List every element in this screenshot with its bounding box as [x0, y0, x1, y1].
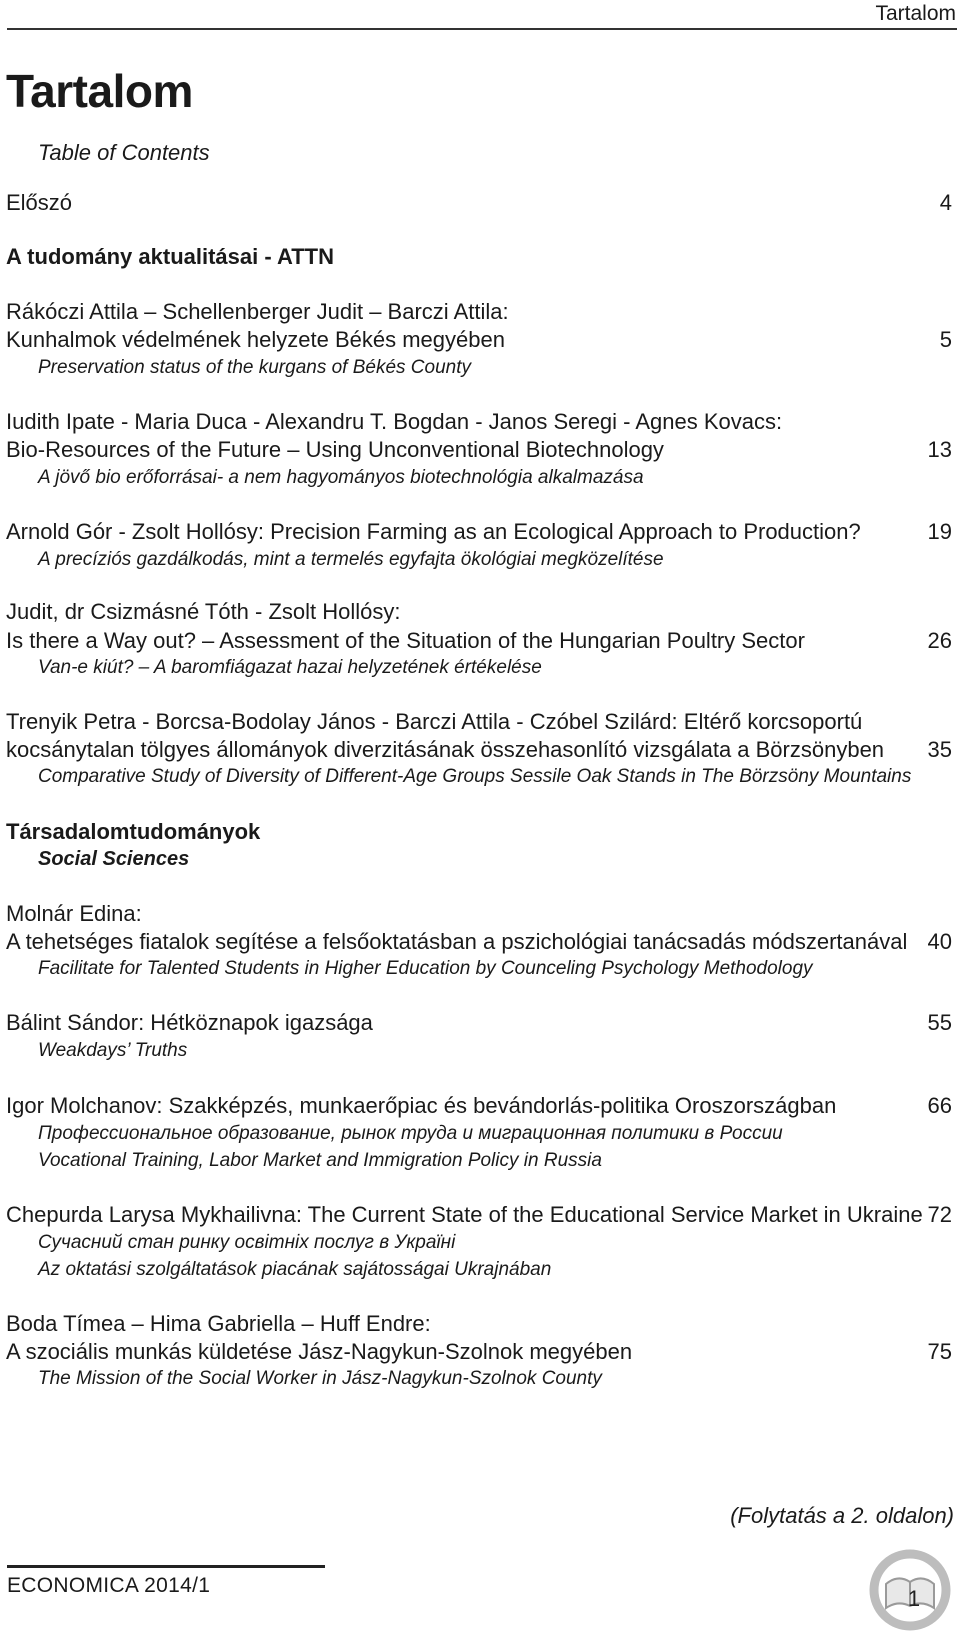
entry-title: Chepurda Larysa Mykhailivna: The Current State of the Educational Service Market in Ukraine [6, 1202, 923, 1227]
running-header: Tartalom [875, 2, 956, 25]
page-number: 72 [927, 1202, 952, 1227]
page-number: 26 [927, 628, 952, 653]
entry-translation: Vocational Training, Labor Market and Immigration Policy in Russia [38, 1150, 602, 1171]
entry-translation: A jövő bio erőforrásai- a nem hagyományos biotechnológia alkalmazása [38, 467, 644, 488]
header-rule [7, 28, 957, 30]
toc-entry[interactable] [6, 436, 952, 464]
entry-translation: Van-e kiút? – A baromfiágazat hazai helyzetének értékelése [38, 657, 542, 678]
entry-title: kocsánytalan tölgyes állományok diverzitásának összehasonlító vizsgálata a Börzsönyben [6, 737, 885, 762]
footer-rule [7, 1565, 325, 1568]
page-number: 19 [927, 519, 952, 544]
entry-title: A szociális munkás küldetése Jász-Nagykun-Szolnok megyében [6, 1339, 633, 1364]
entry-translation: Az oktatási szolgáltatások piacának sajátosságai Ukrajnában [38, 1259, 552, 1280]
entry-title: Arnold Gór - Zsolt Hollósy: Precision Farming as an Ecological Approach to Production? [6, 519, 861, 544]
page-number: 66 [927, 1093, 952, 1118]
page-number: 40 [927, 929, 952, 954]
section-subheading: Social Sciences [38, 848, 190, 870]
entry-title: A tehetséges fiatalok segítése a felsőoktatásban a pszichológiai tanácsadás módszertanával [6, 929, 908, 954]
toc-entry[interactable] [6, 736, 952, 764]
section-heading: A tudomány aktualitásai - ATTN [6, 244, 335, 269]
entry-title: Előszó [6, 190, 73, 215]
toc-entry[interactable] [6, 326, 952, 354]
page-number: 55 [927, 1010, 952, 1035]
entry-translation: The Mission of the Social Worker in Jász-Nagykun-Szolnok County [38, 1368, 602, 1389]
toc-entry-foreword[interactable] [6, 189, 952, 217]
page-number: 13 [927, 437, 952, 462]
entry-translation: Сучасний стан ринку освітніх послуг в Україні [38, 1232, 456, 1253]
entry-translation: A precíziós gazdálkodás, mint a termelés egyfajta ökológiai megközelítése [38, 549, 664, 570]
entry-authors: Boda Tímea – Hima Gabriella – Huff Endre: [6, 1311, 431, 1336]
entry-translation: Facilitate for Talented Students in Higher Education by Counceling Psychology Methodology [38, 958, 813, 979]
page-title: Tartalom [6, 65, 193, 117]
entry-authors: Iudith Ipate - Maria Duca - Alexandru T. Bogdan - Janos Seregi - Agnes Kovacs: [6, 409, 783, 434]
entry-translation: Профессиональное образование, рынок труда и миграционная политики в России [38, 1123, 783, 1144]
toc-entry[interactable] [6, 1009, 952, 1037]
section-heading: Társadalomtudományok [6, 819, 261, 844]
page-number: 75 [927, 1339, 952, 1364]
entry-title: Bálint Sándor: Hétköznapok igazsága [6, 1010, 373, 1035]
continuation-note: (Folytatás a 2. oldalon) [730, 1503, 954, 1528]
toc-entry[interactable] [6, 1201, 952, 1229]
entry-translation: Comparative Study of Diversity of Different-Age Groups Sessile Oak Stands in The Börzsöny Mountains [38, 766, 912, 787]
toc-entry[interactable] [6, 518, 952, 546]
page-number: 35 [927, 737, 952, 762]
page-number: 1 [907, 1586, 921, 1611]
entry-authors: Trenyik Petra - Borcsa-Bodolay János - Barczi Attila - Czóbel Szilárd: Eltérő korcsoportú [6, 709, 863, 734]
entry-title: Igor Molchanov: Szakképzés, munkaerőpiac és bevándorlás-politika Oroszországban [6, 1093, 837, 1118]
toc-entry[interactable] [6, 627, 952, 655]
page-subtitle: Table of Contents [38, 140, 210, 165]
page-number: 4 [939, 190, 952, 215]
entry-authors: Molnár Edina: [6, 901, 142, 926]
entry-title: Kunhalmok védelmének helyzete Békés megyében [6, 327, 505, 352]
toc-entry[interactable] [6, 1338, 952, 1366]
entry-title: Is there a Way out? – Assessment of the Situation of the Hungarian Poultry Sector [6, 628, 805, 653]
entry-translation: Weakdays’ Truths [38, 1040, 188, 1061]
toc-entry[interactable] [6, 1092, 952, 1120]
entry-authors: Rákóczi Attila – Schellenberger Judit – Barczi Attila: [6, 299, 509, 324]
entry-translation: Preservation status of the kurgans of Békés County [38, 357, 472, 378]
entry-title: Bio-Resources of the Future – Using Unconventional Biotechnology [6, 437, 664, 462]
page-number-logo [866, 1544, 954, 1632]
book-logo-icon [866, 1544, 954, 1632]
journal-issue: ECONOMICA 2014/1 [7, 1574, 211, 1597]
toc-entry[interactable] [6, 928, 952, 956]
page-number: 5 [939, 327, 952, 352]
entry-authors: Judit, dr Csizmásné Tóth - Zsolt Hollósy: [6, 599, 401, 624]
